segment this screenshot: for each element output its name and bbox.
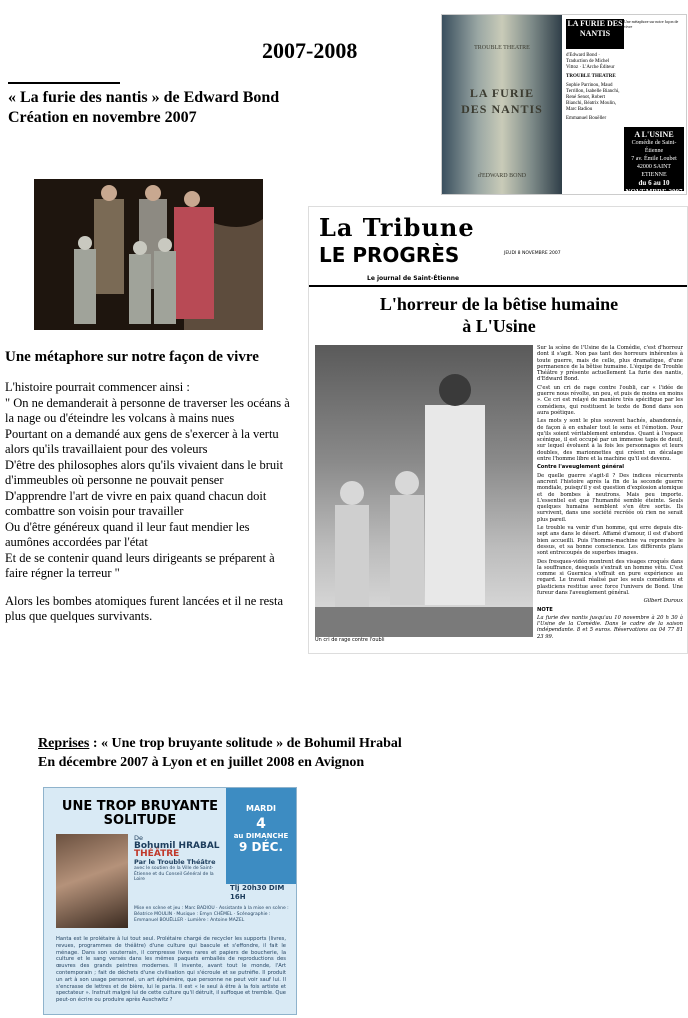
- poster-address: 7 av. Émile Loubet 42000 SAINT ETIENNE: [631, 156, 677, 178]
- metaphor-line-3: Pourtant on a demandé aux gens de s'exercer à la vertu alors qu'ils travaillaient pour des voleurs: [5, 426, 279, 456]
- masthead-date: JEUDI 8 NOVEMBRE 2007: [504, 251, 561, 256]
- article-para-2: C'est un cri de rage contre l'oubli, car « l'idée de guerre nous révolte, un peu, et puis de moins en moins ». Ce cri est relayé de manière très spécifique par les comédiens, qui restituent le texte de Bond dans son aura poétique.: [537, 384, 683, 416]
- flyer-date1: 4: [256, 816, 266, 832]
- reprises-title: : « Une trop bruyante solitude » de Bohumil Hrabal: [89, 736, 402, 751]
- reprises-heading: [38, 734, 402, 772]
- reprises-label: Reprises: [38, 736, 90, 751]
- flyer-title: UNE TROP BRUYANTE SOLITUDE: [61, 799, 219, 828]
- flyer-photo: [56, 834, 128, 928]
- article-para-5: Le trouble va venir d'un homme, qui erre depuis dix-sept ans dans le désert. Affamé d'amour, il est d'abord bien accueilli. Puis l'homme-machine va reprendre le dessus, et sa bonne conscience. Les différents plans sont entrecoupés de superbes images.: [537, 525, 683, 557]
- flyer-credits: Mise en scène et jeu : Marc BADIOU · Assistante à la mise en scène : Béatrice MOULIN · Musique : Emyn CHÉMEL · Scénographie : Emmanuel BOUËLLER · Lumière : Antoine MAZEL: [134, 906, 289, 923]
- flyer-date-panel: [226, 788, 296, 884]
- article-note: La furie des nantis jusqu'au 10 novembre à 20 h 30 à l'Usine de la Comédie. Dans le cadre de la saison indépendante. 8 et 5 euros. Réservations au 04 77 81 23 99.: [537, 614, 683, 640]
- article-signature: Gilbert Duroux: [643, 598, 683, 605]
- masthead-subtitle: Le journal de Saint-Étienne: [367, 275, 460, 282]
- poster-credits-head: d'Edward Bond · Traduction de Michel Vittoz · L'Arche Éditeur: [566, 53, 615, 70]
- reprises-line1: [38, 734, 402, 753]
- title-rule: [8, 82, 120, 84]
- poster-right-text: Une métaphore sur notre façon de vivre: [624, 19, 679, 29]
- article-note-label: NOTE: [537, 606, 553, 613]
- article-headline-line1: L'horreur de la bêtise humaine: [379, 294, 619, 314]
- article-para-1: Sur la scène de l'Usine de la Comédie, c'est d'horreur dont il s'agit. Non pas tant des horreurs inhérentes à toute guerre, mais de celle, plus dramatique, d'une permanence de la bêtise humaine. L'équipe de Trouble Théâtre y présente actuellement La furie des nantis, d'Edward Bond.: [537, 345, 683, 383]
- poster-dates: du 6 au 10 NOVEMBRE 2007 à 20H30: [625, 179, 683, 205]
- production-title: [8, 88, 279, 128]
- poster-can-bottom: d'EDWARD BOND: [477, 173, 527, 179]
- article-headline: [329, 293, 669, 337]
- metaphor-line-1: L'histoire pourrait commencer ainsi :: [5, 380, 190, 394]
- newspaper-clipping: [308, 206, 688, 654]
- article-photo-figures: [315, 345, 533, 637]
- flyer-body: Hanta est le prolétaire à lui tout seul. Prolétaire chargé de recycler les supports (livres, revues, programmes de théâtre) d'une culture qui bascule et s'effondre, il fait le ménage. Dans son souterrain, il compresse livres rares et papiers de boucherie, la culture et le sang versés dans les mêmes paquets emballés de reproductions des œuvres des grands peintres modernes. Il invente, avant tout le monde, l'Art contemporain ; fait de déchets d'une civilisation qui s'écroule et se putréfie. Il produit un art à son usage personnel, un art éphémère, que personne ne peut voir sauf lui. Il s'encrasse de lettres et de bière, lui le paria. Il est « le seul à être à la fois artiste et spectateur ». Instruit malgré lui de cette culture qu'il détruit, il suffoque et tremble. Que peut-on écrire ou produire après Auschwitz ?: [56, 936, 286, 1004]
- poster-direction: Emmanuel Bouëller: [566, 116, 607, 121]
- article-photo-caption: Un cri de rage contre l'oubli: [315, 637, 385, 643]
- metaphor-line-4: D'être des philosophes alors qu'ils vivaient dans le bruit d'immeubles où personne ne pouvait penser: [5, 457, 284, 487]
- masthead-rule: [309, 285, 687, 287]
- season-year: 2007-2008: [262, 38, 358, 63]
- flyer-date2: 9 DÉC.: [238, 840, 284, 854]
- flyer-de: De: [134, 834, 144, 842]
- metaphor-line-7: Et de se contenir quand leurs dirigeants se préparent à faire régner la terreur ": [5, 550, 275, 580]
- poster-credits: [566, 53, 622, 122]
- poster-can-text: LA FURIE DES NANTIS: [461, 86, 543, 116]
- metaphor-heading: Une métaphore sur notre façon de vivre: [5, 349, 259, 365]
- reprises-line2: En décembre 2007 à Lyon et en juillet 2008 en Avignon: [38, 755, 365, 770]
- flyer-info: [134, 834, 226, 883]
- article-photo: [315, 345, 533, 637]
- article-para-4: De quelle guerre s'agit-il ? Des indices récurrents ancrent l'histoire après la fin de la seconde guerre mondiale, puisqu'il y est question d'explosion atomique et de bombes à neutrons. Mais peu importe. L'essentiel est que l'humanité semble éteinte. Seuls quelques humains semblent s'en être sortis. Ils survivent, dans une société recréée où rien ne serait plus pareil.: [537, 472, 683, 523]
- metaphor-line-5: D'apprendre l'art de vivre en paix quand chacun doit combattre son voisin pour travailler: [5, 488, 267, 518]
- flyer-range: au DIMANCHE: [233, 832, 289, 840]
- metaphor-line-6: Ou d'être généreux quand il leur faut mendier les aumônes accordées par l'état: [5, 519, 250, 549]
- masthead-progres: LE PROGRÈS: [319, 243, 460, 267]
- masthead-tribune: La Tribune: [319, 213, 475, 242]
- poster-can-top: TROUBLE THEATRE: [474, 45, 530, 51]
- metaphor-body: [5, 380, 295, 625]
- article-para-3: Les mots y sont le plus souvent hachés, abandonnés, de façon à en exhaler tout le sens et l'émotion. Pour qu'ils soient véritablement entendus. Quant à l'espace scénique, il est occupé par un immense tapis de deuil, sur lequel évoluent à la fois les personnages et leurs doubles, des marionnettes qui créent un décalage entre l'homme libre et la machine qu'il est devenu.: [537, 418, 683, 463]
- poster-company: TROUBLE THEATRE: [566, 74, 616, 79]
- poster-black-title: LA FURIE DES NANTIS: [566, 19, 624, 49]
- poster-venue-box: [624, 127, 684, 205]
- flyer-times: Tlj 20h30 DIM 16H: [230, 884, 285, 901]
- flyer-venue: THÉÂTRE: [134, 849, 180, 859]
- stage-photo: [34, 179, 263, 330]
- article-headline-line2: à L'Usine: [462, 316, 536, 336]
- article-text: [537, 345, 683, 642]
- poster-venue-line: Comédie de Saint-Étienne: [631, 140, 677, 154]
- poster: [441, 14, 687, 205]
- poster-venue: A L'USINE: [634, 130, 674, 139]
- flyer: [43, 787, 297, 1015]
- poster-can-image: [442, 15, 562, 194]
- article-subhead: Contre l'aveuglement général: [537, 464, 625, 471]
- metaphor-closing: Alors les bombes atomiques furent lancées et il ne resta plus que quelques survivants.: [5, 593, 284, 623]
- flyer-company: Par le Trouble Théâtre: [134, 858, 216, 866]
- article-para-6: Des fresques-vidéo montrent des visages croqués dans la souffrance, desquels s'extrait un homme vêtu. C'est comme si Guernica s'offrait en pure expérience au regard. Le travail réalisé par les seuls comédiens et plasticiens restitue avec force l'univers de Bond. Une fureur dans l'aveuglement général.: [537, 558, 683, 596]
- flyer-support: avec le soutien de la Ville de Saint-Étienne et du Conseil Général de la Loire: [134, 866, 214, 882]
- flyer-day1: MARDI: [246, 804, 276, 813]
- metaphor-line-2: " On ne demanderait à personne de traverser les océans à la nage ou d'éteindre les volcans à mains nues: [5, 395, 290, 425]
- poster-cast: Sophie Parrinou, Maud Terrillon, Isabelle Bianchi, René Senot, Robert Bianchi, Béatrix Moulin, Marc Badiou: [566, 83, 620, 112]
- flyer-author: Bohumil HRABAL: [134, 841, 220, 851]
- production-title-line2: Création en novembre 2007: [8, 109, 197, 126]
- stage-photo-figures: [34, 179, 263, 330]
- production-title-line1: « La furie des nantis » de Edward Bond: [8, 89, 280, 106]
